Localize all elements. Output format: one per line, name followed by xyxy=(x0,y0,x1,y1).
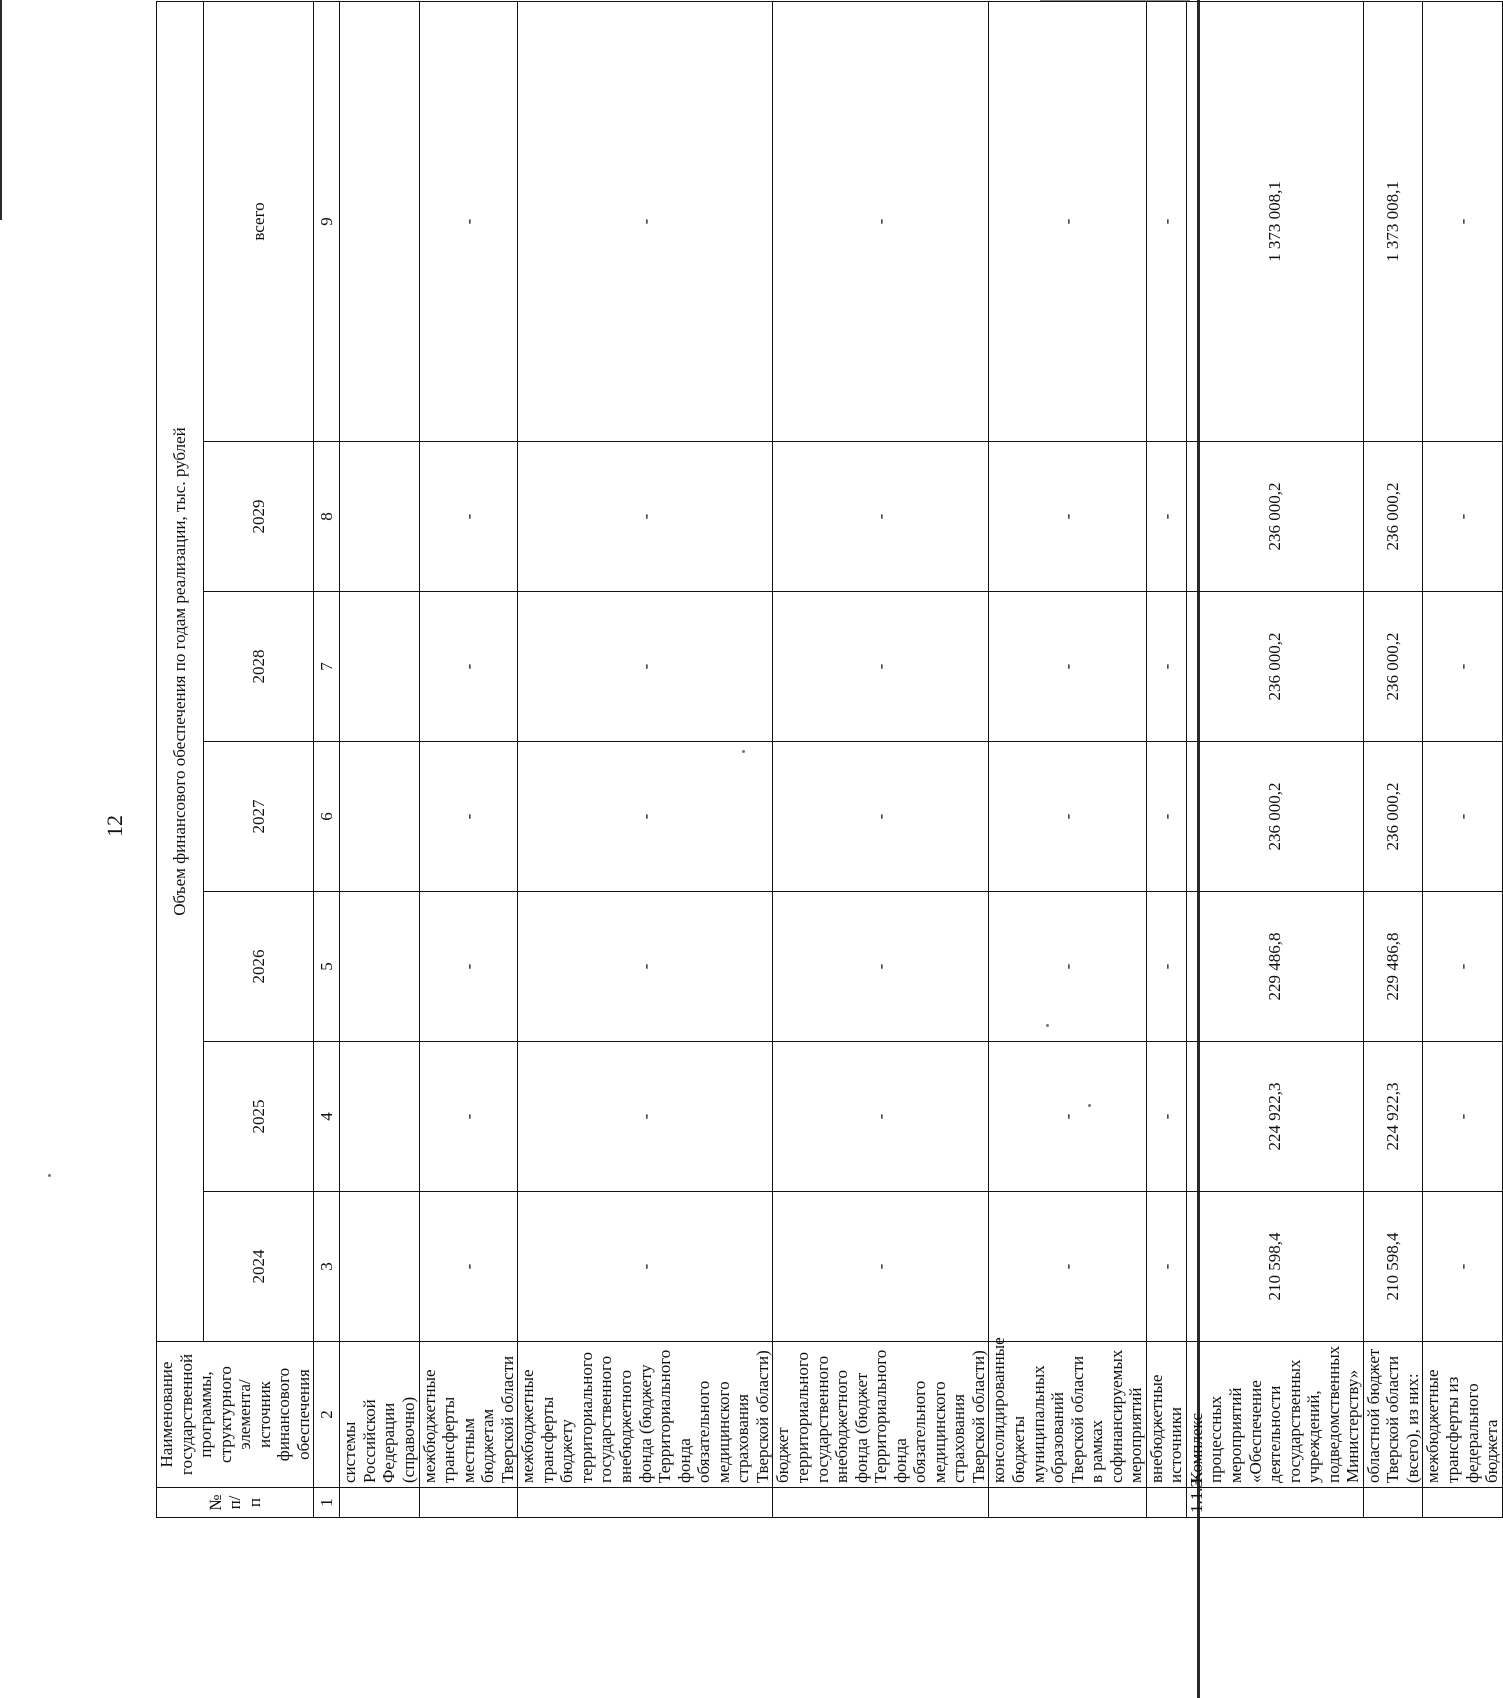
header-num: № п/п xyxy=(157,1488,314,1518)
table-row xyxy=(1186,1,1363,1517)
row-value-2025: 224 922,3 xyxy=(1363,1042,1423,1192)
header-name: Наименование государственной программы, структурного элемента/ источник финансового обеспечения xyxy=(157,1342,314,1488)
row-value-total: - xyxy=(419,1,518,441)
row-value-2026: - xyxy=(773,892,989,1042)
row-value-total xyxy=(340,1,419,441)
row-number xyxy=(773,1488,989,1518)
column-index: 1 xyxy=(314,1488,340,1518)
row-name: областной бюджет Тверской области (всего), из них: xyxy=(1363,1342,1423,1488)
row-value-2027: 236 000,2 xyxy=(1363,742,1423,892)
row-value-total: - xyxy=(518,1,773,441)
table-row xyxy=(419,1,518,1517)
column-index: 8 xyxy=(314,442,340,592)
row-value-2028: - xyxy=(1146,592,1186,742)
row-value-2028: - xyxy=(518,592,773,742)
row-name: Комплекс процессных мероприятий «Обеспечение деятельности государственных учреждений, подведомственных Министерству» xyxy=(1186,1342,1363,1488)
row-value-total: 1 373 008,1 xyxy=(1363,1,1423,441)
row-value-2027: - xyxy=(1146,742,1186,892)
row-name: межбюджетные трансферты бюджету территориального государственного внебюджетного фонда (бюджету Территориального фонда обязательного медицинского страхования Тверской области) xyxy=(518,1342,773,1488)
row-value-2029: - xyxy=(989,442,1146,592)
row-number xyxy=(989,1488,1146,1518)
table-body xyxy=(314,1,1502,1517)
scan-speck xyxy=(48,1174,51,1177)
row-value-2026: - xyxy=(989,892,1146,1042)
row-number xyxy=(1423,1488,1502,1518)
row-value-2028: 236 000,2 xyxy=(1363,592,1423,742)
row-value-2024: - xyxy=(419,1192,518,1342)
row-value-2029: 236 000,2 xyxy=(1186,442,1363,592)
row-number xyxy=(1146,1488,1186,1518)
row-value-2024: - xyxy=(1423,1192,1502,1342)
row-name: межбюджетные трансферты из федерального бюджета xyxy=(1423,1342,1502,1488)
row-value-2028: - xyxy=(773,592,989,742)
header-year-2027: 2027 xyxy=(203,742,313,892)
column-index: 7 xyxy=(314,592,340,742)
row-value-total: - xyxy=(1146,1,1186,441)
row-value-2029: 236 000,2 xyxy=(1363,442,1423,592)
row-number xyxy=(419,1488,518,1518)
row-value-2025 xyxy=(340,1042,419,1192)
financing-table xyxy=(156,1,1503,1518)
column-index: 6 xyxy=(314,742,340,892)
row-name: межбюджетные трансферты местным бюджетам Тверской области xyxy=(419,1342,518,1488)
row-value-total: - xyxy=(1423,1,1502,441)
table-row xyxy=(340,1,419,1517)
scan-edge-left xyxy=(0,0,2,220)
column-index: 5 xyxy=(314,892,340,1042)
row-value-2028: - xyxy=(419,592,518,742)
row-name: внебюджетные источники xyxy=(1146,1342,1186,1488)
row-value-2029: - xyxy=(1146,442,1186,592)
row-name: консолидированные бюджеты муниципальных образований Тверской области в рамках софинансируемых мероприятий xyxy=(989,1342,1146,1488)
row-value-total: - xyxy=(989,1,1146,441)
row-value-2025: 224 922,3 xyxy=(1186,1042,1363,1192)
row-value-2028: 236 000,2 xyxy=(1186,592,1363,742)
row-name: системы Российской Федерации (справочно) xyxy=(340,1342,419,1488)
row-value-2024 xyxy=(340,1192,419,1342)
row-value-2025: - xyxy=(773,1042,989,1192)
table-row xyxy=(773,1,989,1517)
table-row xyxy=(1146,1,1186,1517)
row-value-2029: - xyxy=(518,442,773,592)
row-name: бюджет территориального государственного внебюджетного фонда (бюджет Территориального фонда обязательного медицинского страхования Тверской области) xyxy=(773,1342,989,1488)
column-index-row xyxy=(314,1,340,1517)
header-total: всего xyxy=(203,1,313,441)
row-number xyxy=(1363,1488,1423,1518)
row-value-2026: 229 486,8 xyxy=(1363,892,1423,1042)
table-row xyxy=(518,1,773,1517)
row-value-2025: - xyxy=(518,1042,773,1192)
row-value-2026: - xyxy=(518,892,773,1042)
row-value-2024: - xyxy=(518,1192,773,1342)
row-value-2027: - xyxy=(419,742,518,892)
row-value-2024: - xyxy=(989,1192,1146,1342)
row-value-2026: - xyxy=(1423,892,1502,1042)
row-value-2025: - xyxy=(989,1042,1146,1192)
row-number xyxy=(340,1488,419,1518)
row-value-2028: - xyxy=(1423,592,1502,742)
rotated-table-wrapper xyxy=(156,52,1502,1518)
row-value-2025: - xyxy=(1423,1042,1502,1192)
row-value-total: 1 373 008,1 xyxy=(1186,1,1363,441)
row-value-2027: - xyxy=(1423,742,1502,892)
page-number: 12 xyxy=(102,815,127,837)
header-year-2025: 2025 xyxy=(203,1042,313,1192)
row-value-2029: - xyxy=(419,442,518,592)
row-value-2029: - xyxy=(773,442,989,592)
header-year-2028: 2028 xyxy=(203,592,313,742)
row-value-2026: - xyxy=(419,892,518,1042)
row-number: 1.1.3 xyxy=(1186,1488,1363,1518)
column-index: 3 xyxy=(314,1192,340,1342)
row-value-2028 xyxy=(340,592,419,742)
row-value-total: - xyxy=(773,1,989,441)
row-number xyxy=(518,1488,773,1518)
row-value-2027: 236 000,2 xyxy=(1186,742,1363,892)
header-year-2026: 2026 xyxy=(203,892,313,1042)
column-index: 4 xyxy=(314,1042,340,1192)
table-row xyxy=(989,1,1146,1517)
row-value-2024: - xyxy=(773,1192,989,1342)
header-financing-group: Объем финансового обеспечения по годам реализации, тыс. рублей xyxy=(157,1,204,1341)
row-value-2028: - xyxy=(989,592,1146,742)
header-year-2029: 2029 xyxy=(203,442,313,592)
row-value-2024: - xyxy=(1146,1192,1186,1342)
row-value-2024: 210 598,4 xyxy=(1363,1192,1423,1342)
row-value-2027: - xyxy=(518,742,773,892)
row-value-2027: - xyxy=(773,742,989,892)
table-row xyxy=(1423,1,1502,1517)
row-value-2025: - xyxy=(419,1042,518,1192)
row-value-2029: - xyxy=(1423,442,1502,592)
row-value-2025: - xyxy=(1146,1042,1186,1192)
row-value-2026: 229 486,8 xyxy=(1186,892,1363,1042)
column-index: 9 xyxy=(314,1,340,441)
row-value-2027 xyxy=(340,742,419,892)
column-index: 2 xyxy=(314,1342,340,1488)
row-value-2026 xyxy=(340,892,419,1042)
table-row xyxy=(1363,1,1423,1517)
row-value-2029 xyxy=(340,442,419,592)
header-year-2024: 2024 xyxy=(203,1192,313,1342)
row-value-2027: - xyxy=(989,742,1146,892)
row-value-2024: 210 598,4 xyxy=(1186,1192,1363,1342)
row-value-2026: - xyxy=(1146,892,1186,1042)
